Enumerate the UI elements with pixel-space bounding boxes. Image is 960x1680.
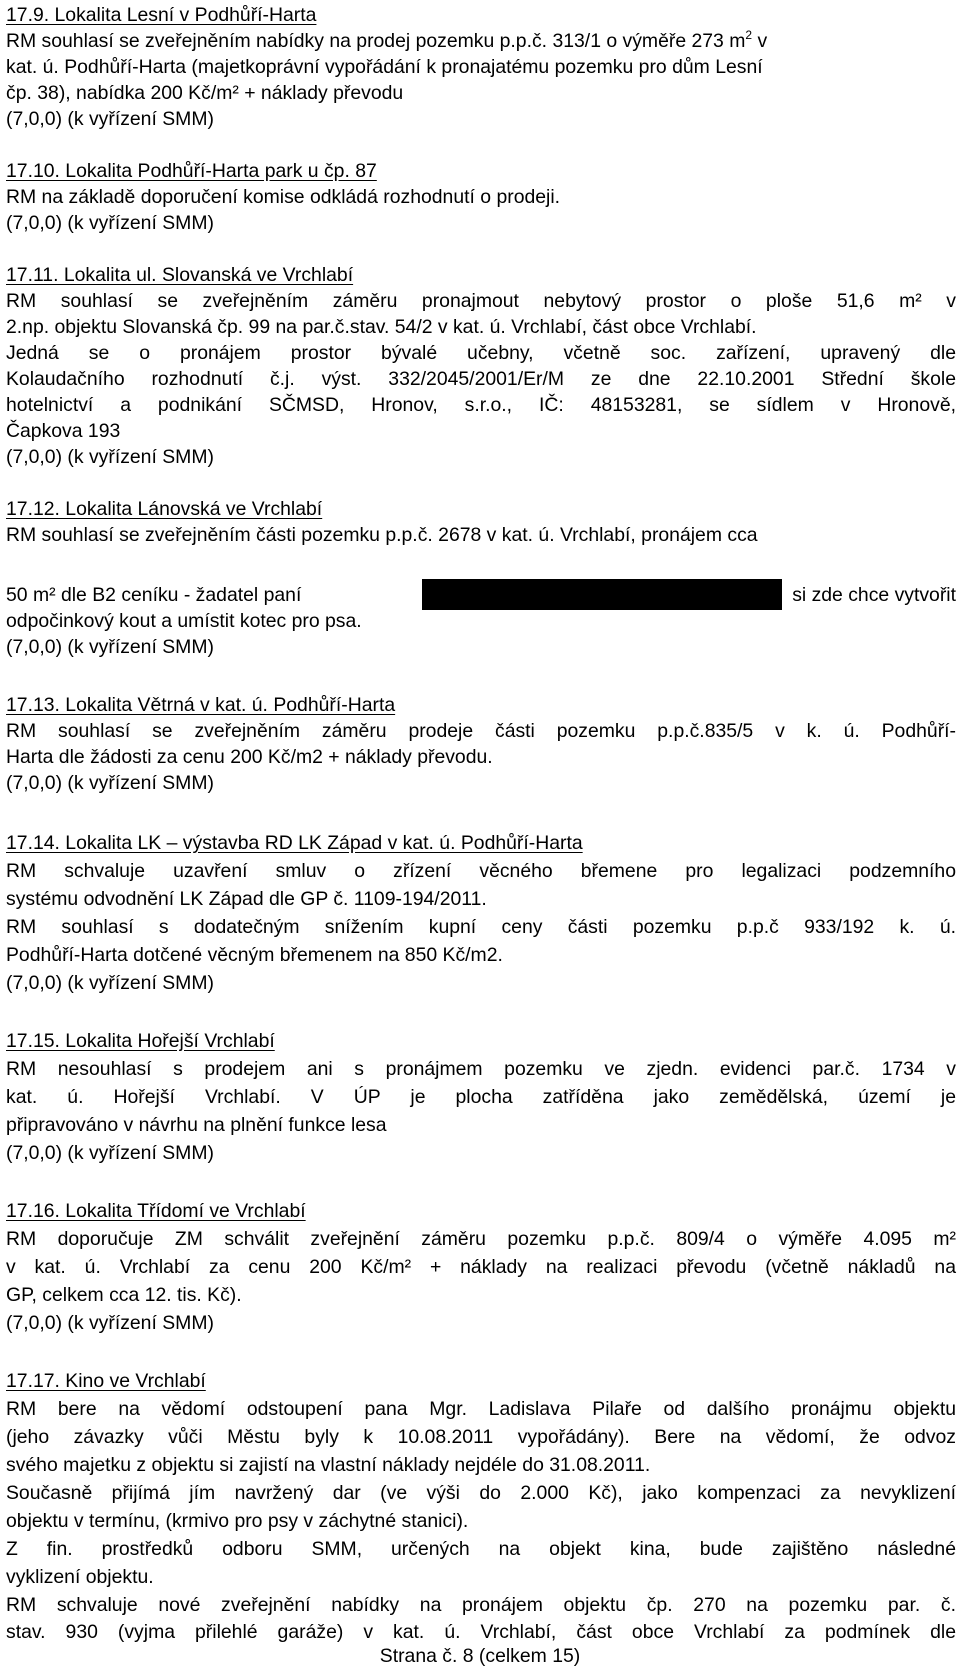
paragraph-line: RM souhlasí s dodatečným snížením kupní ceny části pozemku p.p.č 933/192 k. ú.: [6, 916, 956, 938]
paragraph-line: (7,0,0) (k vyřízení SMM): [6, 636, 214, 658]
paragraph-line: odpočinkový kout a umístit kotec pro psa.: [6, 610, 362, 632]
paragraph-line: v kat. ú. Vrchlabí za cenu 200 Kč/m² + náklady na realizaci převodu (včetně nákladů na: [6, 1256, 956, 1278]
paragraph-line: Z fin. prostředků odboru SMM, určených na objekt kina, bude zajištěno následné: [6, 1538, 956, 1560]
paragraph-line: systému odvodnění LK Západ dle GP č. 1109-194/2011.: [6, 888, 487, 910]
paragraph-line: (jeho závazky vůči Městu byly k 10.08.2011 vypořádány). Bere na vědomí, že odvoz: [6, 1426, 956, 1448]
paragraph-line: si zde chce vytvořit: [792, 584, 956, 606]
superscript: 2: [745, 28, 753, 42]
paragraph-line: RM na základě doporučení komise odkládá rozhodnutí o prodeji.: [6, 186, 561, 208]
paragraph-line: kat. ú. Podhůří-Harta (majetkoprávní vypořádání k pronajatému pozemku pro dům Lesní: [6, 56, 763, 78]
paragraph-line: (7,0,0) (k vyřízení SMM): [6, 772, 214, 794]
paragraph-line: (7,0,0) (k vyřízení SMM): [6, 212, 214, 234]
paragraph-line: RM souhlasí se zveřejněním nabídky na prodej pozemku p.p.č. 313/1 o výměře 273 $m^2$ v: [6, 28, 768, 52]
redaction-bar: [422, 579, 782, 610]
paragraph-line: (7,0,0) (k vyřízení SMM): [6, 446, 214, 468]
paragraph-line: RM doporučuje ZM schválit zveřejnění záměru pozemku p.p.č. 809/4 o výměře 4.095 m²: [6, 1228, 956, 1250]
section-heading: 17.15. Lokalita Hořejší Vrchlabí: [6, 1030, 275, 1052]
paragraph-line: (7,0,0) (k vyřízení SMM): [6, 1142, 214, 1164]
paragraph-line: RM nesouhlasí s prodejem ani s pronájmem pozemku ve zjedn. evidenci par.č. 1734 v: [6, 1058, 956, 1080]
paragraph-line: RM souhlasí se zveřejněním záměru pronajmout nebytový prostor o ploše 51,6 m² v: [6, 290, 956, 312]
paragraph-line: 2.np. objektu Slovanská čp. 99 na par.č.stav. 54/2 v kat. ú. Vrchlabí, část obce Vrchlabí.: [6, 316, 757, 338]
paragraph-line: Harta dle žádosti za cenu 200 Kč/m2 + náklady převodu.: [6, 746, 493, 768]
paragraph-line: (7,0,0) (k vyřízení SMM): [6, 972, 214, 994]
paragraph-line: Kolaudačního rozhodnutí č.j. výst. 332/2045/2001/Er/M ze dne 22.10.2001 Střední škole: [6, 368, 956, 390]
paragraph-line: čp. 38), nabídka 200 Kč/m² + náklady převodu: [6, 82, 404, 104]
paragraph-line: Současně přijímá jím navržený dar (ve výši do 2.000 Kč), jako kompenzaci za nevyklizení: [6, 1482, 956, 1504]
paragraph-line: RM souhlasí se zveřejněním záměru prodeje části pozemku p.p.č.835/5 v k. ú. Podhůří-: [6, 720, 956, 742]
section-heading: 17.9. Lokalita Lesní v Podhůří-Harta: [6, 4, 317, 26]
paragraph-line: svého majetku z objektu si zajistí na vlastní náklady nejdéle do 31.08.2011.: [6, 1454, 651, 1476]
paragraph-line: připravováno v návrhu na plnění funkce lesa: [6, 1114, 387, 1136]
section-heading: 17.17. Kino ve Vrchlabí: [6, 1370, 206, 1392]
paragraph-line: Čapkova 193: [6, 420, 121, 442]
paragraph-line: RM souhlasí se zveřejněním části pozemku p.p.č. 2678 v kat. ú. Vrchlabí, pronájem cca: [6, 524, 758, 546]
paragraph-line: (7,0,0) (k vyřízení SMM): [6, 1312, 214, 1334]
paragraph-line: kat. ú. Hořejší Vrchlabí. V ÚP je plocha zatříděna jako zemědělská, území je: [6, 1086, 956, 1108]
section-heading: 17.16. Lokalita Třídomí ve Vrchlabí: [6, 1200, 306, 1222]
paragraph-line: RM schvaluje nové zveřejnění nabídky na pronájem objektu čp. 270 na pozemku par. č.: [6, 1594, 956, 1616]
paragraph-line: GP, celkem cca 12. tis. Kč).: [6, 1284, 242, 1306]
page-footer: Strana č. 8 (celkem 15): [379, 1645, 581, 1667]
paragraph-line: vyklizení objektu.: [6, 1566, 154, 1588]
section-heading: 17.10. Lokalita Podhůří-Harta park u čp. 87: [6, 160, 377, 182]
paragraph-line: RM schvaluje uzavření smluv o zřízení věcného břemene pro legalizaci podzemního: [6, 860, 956, 882]
paragraph-line: objektu v termínu, (krmivo pro psy v záchytné stanici).: [6, 1510, 469, 1532]
paragraph-line: 50 m² dle B2 ceníku - žadatel paní: [6, 584, 302, 606]
section-heading: 17.13. Lokalita Větrná v kat. ú. Podhůří-Harta: [6, 694, 396, 716]
paragraph-line: stav. 930 (vyjma přilehlé garáže) v kat. ú. Vrchlabí, část obce Vrchlabí za podmínek dle: [6, 1621, 956, 1643]
paragraph-line: RM bere na vědomí odstoupení pana Mgr. Ladislava Pilaře od dalšího pronájmu objektu: [6, 1398, 956, 1420]
paragraph-line: hotelnictví a podnikání SČMSD, Hronov, s.r.o., IČ: 48153281, se sídlem v Hronově,: [6, 394, 956, 416]
paragraph-line: (7,0,0) (k vyřízení SMM): [6, 108, 214, 130]
section-heading: 17.12. Lokalita Lánovská ve Vrchlabí: [6, 498, 323, 520]
paragraph-line: Podhůří-Harta dotčené věcným břemenem na 850 Kč/m2.: [6, 944, 503, 966]
section-heading: 17.14. Lokalita LK – výstavba RD LK Západ v kat. ú. Podhůří-Harta: [6, 832, 583, 854]
paragraph-line: Jedná se o pronájem prostor bývalé učebny, včetně soc. zařízení, upravený dle: [6, 342, 956, 364]
section-heading: 17.11. Lokalita ul. Slovanská ve Vrchlabí: [6, 264, 354, 286]
